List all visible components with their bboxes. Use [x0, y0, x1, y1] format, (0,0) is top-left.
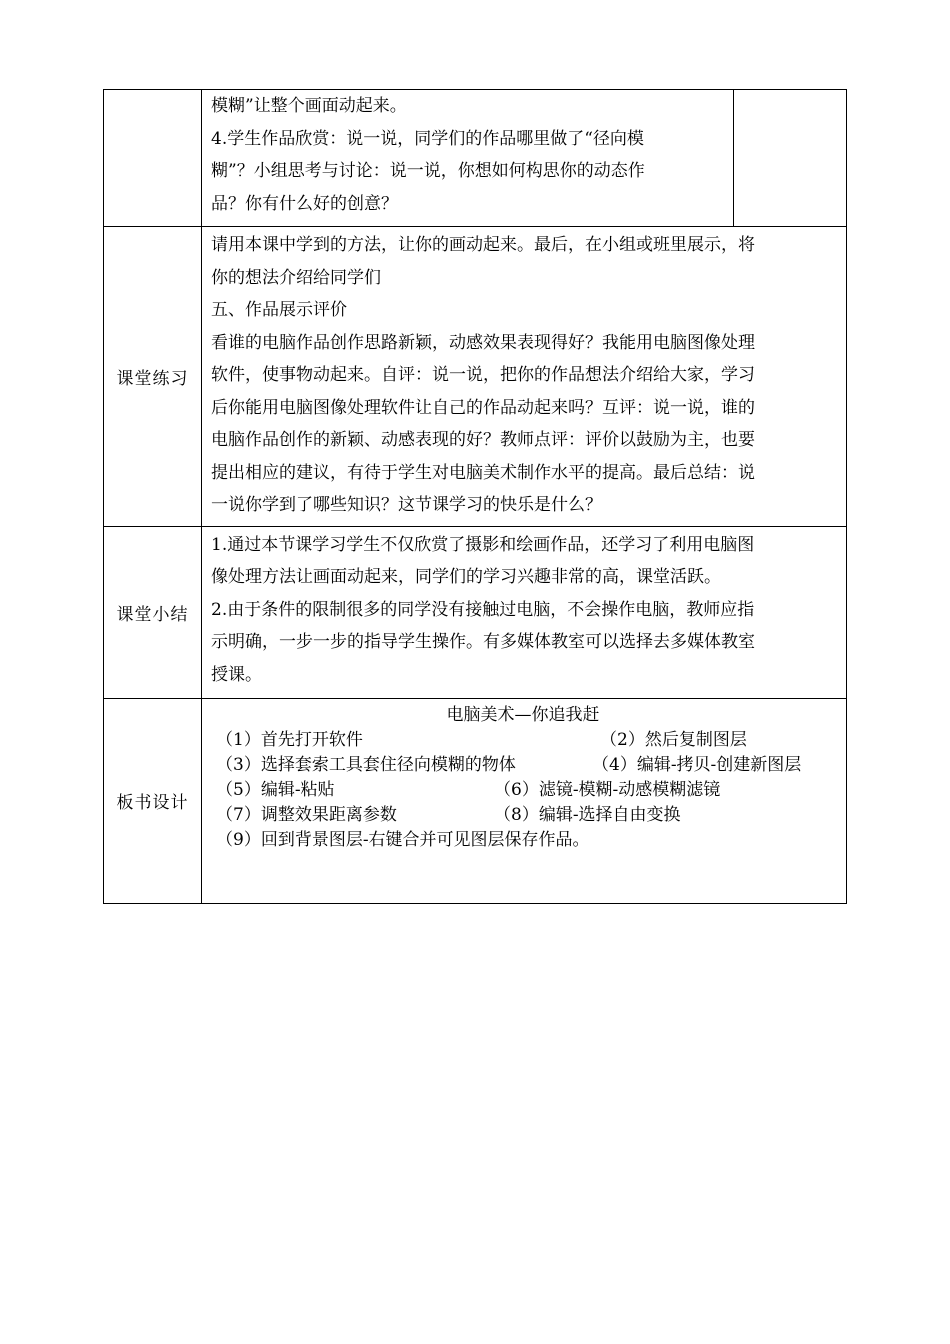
text-line: 1.通过本节课学习学生不仅欣赏了摄影和绘画作品，还学习了利用电脑图 — [211, 534, 755, 555]
text-line: 4.学生作品欣赏：说一说，同学们的作品哪里做了“径向模 — [211, 128, 644, 149]
text-line: 请用本课中学到的方法，让你的画动起来。最后，在小组或班里展示，将 — [211, 235, 755, 255]
text-line: 授课。 — [211, 664, 262, 685]
board-step: （5）编辑-粘贴 — [216, 779, 335, 800]
summary-content — [202, 526, 847, 698]
board-step-row — [216, 778, 840, 803]
board-step: （8）编辑-选择自由变换 — [494, 804, 681, 825]
board-step: （6）滤镜-模糊-动感模糊滤镜 — [494, 779, 721, 800]
board-step-row — [216, 828, 840, 853]
text-line: 像处理方法让画面动起来，同学们的学习兴趣非常的高，课堂活跃。 — [211, 567, 721, 587]
table-row-activity-continued — [104, 90, 847, 227]
text-line: 提出相应的建议，有待于学生对电脑美术制作水平的提高。最后总结：说 — [211, 462, 755, 483]
board-title: 电脑美术—你追我赶 — [446, 704, 600, 725]
text-line: 一说你学到了哪些知识？这节课学习的快乐是什么？ — [211, 495, 602, 515]
table-row-board-design — [104, 698, 847, 903]
board-content — [202, 698, 847, 903]
table-row-practice — [104, 227, 847, 527]
text-line: 示明确，一步一步的指导学生操作。有多媒体教室可以选择去多媒体教室 — [211, 632, 755, 652]
row-label-practice: 课堂练习 — [104, 227, 202, 527]
board-step: （9）回到背景图层-右键合并可见图层保存作品。 — [216, 829, 590, 850]
practice-content — [202, 227, 847, 527]
board-step-row — [216, 753, 840, 778]
board-step: （1）首先打开软件 — [216, 729, 363, 750]
activity-split — [202, 90, 846, 226]
board-step: （7）调整效果距离参数 — [216, 804, 397, 825]
row-label-empty — [104, 90, 202, 227]
activity-side-column — [733, 90, 846, 226]
lesson-plan-table — [103, 89, 847, 904]
table-row-summary — [104, 526, 847, 698]
row-label-board: 板书设计 — [104, 698, 202, 903]
text-line: 糊”？小组思考与讨论：说一说，你想如何构思你的动态作 — [211, 161, 645, 181]
activity-text — [202, 90, 733, 226]
text-line: 看谁的电脑作品创作思路新颖，动感效果表现得好？我能用电脑图像处理 — [211, 332, 755, 353]
activity-content-cell — [202, 90, 847, 227]
board-step: （3）选择套索工具套住径向模糊的物体 — [216, 754, 516, 775]
text-line: 你的想法介绍给同学们 — [211, 267, 381, 288]
section-heading: 五、作品展示评价 — [211, 300, 347, 320]
board-step: （2）然后复制图层 — [600, 729, 747, 750]
text-line: 品？你有什么好的创意？ — [211, 193, 398, 214]
text-line: 电脑作品创作的新颖、动感表现的好？教师点评：评价以鼓励为主，也要 — [211, 430, 755, 450]
text-line: 后你能用电脑图像处理软件让自己的作品动起来吗？互评：说一说，谁的 — [211, 397, 755, 418]
text-line: 模糊”让整个画面动起来。 — [211, 96, 407, 116]
row-label-summary: 课堂小结 — [104, 526, 202, 698]
board-step-row — [216, 728, 840, 753]
text-line: 2.由于条件的限制很多的同学没有接触过电脑，不会操作电脑，教师应指 — [211, 599, 755, 620]
text-line: 软件，使事物动起来。自评：说一说，把你的作品想法介绍给大家，学习 — [211, 365, 755, 385]
board-step-row — [216, 803, 840, 828]
board-step: （4）编辑-拷贝-创建新图层 — [592, 754, 802, 775]
